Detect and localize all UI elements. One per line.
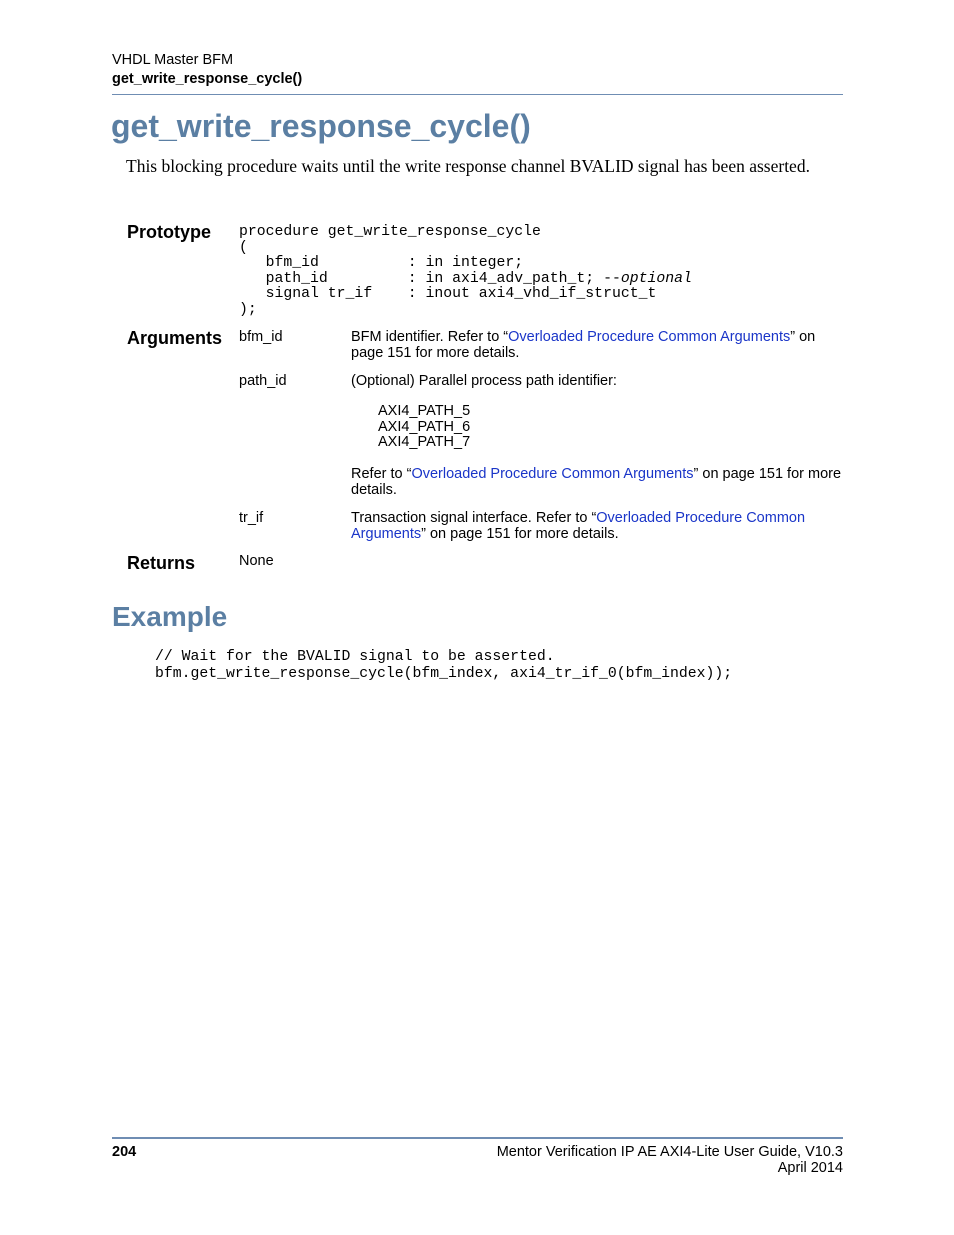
- page-number: 204: [112, 1144, 137, 1160]
- arg-desc-tr-if: Transaction signal interface. Refer to “Overloaded Procedure Common Arguments” on page 151 for more details.: [351, 510, 806, 542]
- returns-label: Returns: [127, 553, 196, 573]
- example-heading: Example: [112, 601, 228, 632]
- returns-value: None: [239, 553, 274, 569]
- example-line: bfm.get_write_response_cycle(bfm_index, axi4_tr_if_0(bfm_index));: [155, 666, 733, 682]
- arguments-label: Arguments: [127, 328, 223, 348]
- optional-comment: optional: [620, 270, 692, 287]
- intro-paragraph: This blocking procedure waits until the write response channel BVALID signal has been asserted.: [126, 156, 810, 176]
- prototype-line: [239, 272, 692, 288]
- prototype-line: procedure get_write_response_cycle: [239, 224, 541, 240]
- example-code: [155, 649, 732, 683]
- prototype-label: Prototype: [127, 222, 212, 242]
- footer-divider: [112, 1137, 843, 1139]
- header-divider: [112, 94, 843, 95]
- arg-name-tr-if: tr_if: [239, 510, 264, 526]
- page-title: get_write_response_cycle(): [111, 108, 531, 144]
- prototype-code: [239, 225, 692, 318]
- prototype-code-text: path_id : in axi4_adv_path_t; --: [239, 270, 621, 287]
- example-line: // Wait for the BVALID signal to be asserted.: [155, 649, 555, 665]
- arg-name-path-id: path_id: [239, 373, 287, 389]
- prototype-line: bfm_id : in integer;: [239, 255, 524, 271]
- arg-desc-path-id: (Optional) Parallel process path identifier:: [351, 373, 617, 389]
- overloaded-args-link[interactable]: Overloaded Procedure Common Arguments: [411, 466, 694, 482]
- footer-doc-title: Mentor Verification IP AE AXI4-Lite User Guide, V10.3: [496, 1144, 843, 1160]
- footer-info: [497, 1144, 843, 1176]
- overloaded-args-link[interactable]: Overloaded Procedure Common Arguments: [351, 510, 806, 542]
- enum-value: AXI4_PATH_6: [378, 418, 471, 435]
- overloaded-args-link[interactable]: Overloaded Procedure Common Arguments: [508, 329, 791, 345]
- arg-name-bfm-id: bfm_id: [239, 329, 283, 345]
- enum-value: AXI4_PATH_7: [378, 434, 471, 450]
- prototype-line: (: [239, 239, 248, 256]
- arg-desc-path-id-ref: Refer to “Overloaded Procedure Common Arguments” on page 151 for more details.: [351, 466, 842, 498]
- prototype-line: signal tr_if : inout axi4_vhd_if_struct_t: [239, 286, 657, 302]
- path-id-values: [378, 404, 470, 451]
- footer-date: April 2014: [777, 1160, 843, 1176]
- running-header-subsection: get_write_response_cycle(): [112, 71, 303, 87]
- enum-value: AXI4_PATH_5: [378, 403, 471, 419]
- prototype-line: );: [239, 301, 257, 318]
- arg-desc-bfm-id: BFM identifier. Refer to “Overloaded Procedure Common Arguments” on page 151 for more details.: [351, 329, 816, 361]
- running-header-section: VHDL Master BFM: [112, 52, 234, 68]
